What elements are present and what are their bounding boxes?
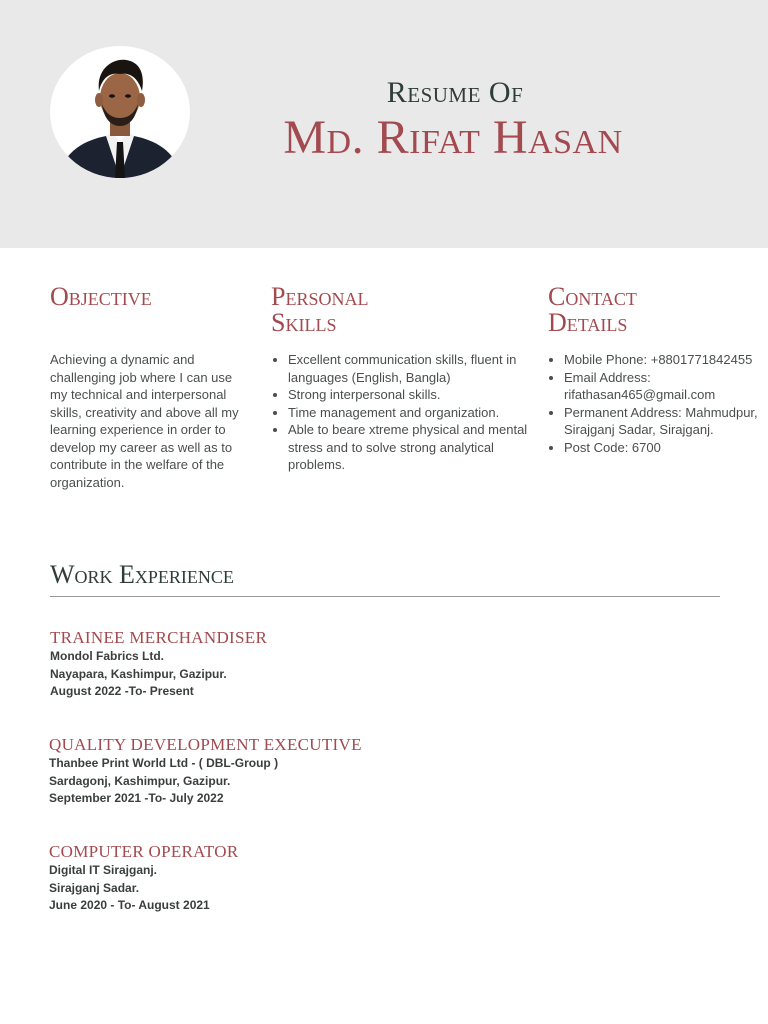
skills-heading: [271, 284, 368, 336]
resume-title: Resume Of: [386, 76, 524, 109]
skill-item: • Time management and organization.: [288, 404, 528, 422]
contact-item: • Mobile Phone: +8801771842455: [564, 351, 764, 369]
job-company: Thanbee Print World Ltd - ( DBL-Group ): [49, 756, 279, 770]
job-location: Sardagonj, Kashimpur, Gazipur.: [49, 773, 231, 788]
contact-heading-line2: Details: [548, 308, 628, 337]
work-experience-heading: Work Experience: [50, 560, 234, 589]
profile-photo: [50, 46, 190, 178]
job-location: Nayapara, Kashimpur, Gazipur.: [50, 666, 227, 681]
job-period: June 2020 - To- August 2021: [49, 898, 210, 913]
skill-item: • Able to beare xtreme physical and mental stress and to solve strong analytical problems.: [288, 421, 528, 474]
section-divider: [50, 596, 720, 597]
contact-heading: [548, 284, 637, 336]
job-company: Mondol Fabrics Ltd.: [50, 649, 164, 663]
job-entry: [49, 842, 238, 915]
contact-item: • Permanent Address: Mahmudpur, Sirajganj Sadar, Sirajganj.: [564, 404, 764, 439]
job-title: COMPUTER OPERATOR: [49, 842, 239, 861]
job-entry: [49, 735, 362, 808]
objective-text: Achieving a dynamic and challenging job where I can use my technical and interpersonal skills, creativity and above all my learning experience in order to develop my career as well as to contribute in the welfare of the organization.: [50, 352, 239, 490]
skills-heading-line2: Skills: [271, 308, 337, 337]
job-period: September 2021 -To- July 2022: [49, 791, 224, 806]
objective-heading: Objective: [50, 282, 152, 311]
candidate-name: Md. Rifat Hasan: [283, 111, 623, 164]
job-location: Sirajganj Sadar.: [49, 880, 140, 895]
contact-heading-line1: Contact: [548, 282, 637, 311]
contact-list: [547, 351, 764, 456]
job-title: QUALITY DEVELOPMENT EXECUTIVE: [49, 735, 362, 754]
contact-item: • Email Address: rifathasan465@gmail.com: [564, 369, 764, 404]
skills-list: [271, 351, 528, 474]
skill-item: • Strong interpersonal skills.: [288, 386, 528, 404]
job-title: TRAINEE MERCHANDISER: [50, 628, 268, 647]
skill-item: • Excellent communication skills, fluent in languages (English, Bangla): [288, 351, 528, 386]
skills-heading-line1: Personal: [271, 282, 369, 311]
job-entry: [50, 628, 267, 701]
job-period: August 2022 -To- Present: [50, 684, 194, 699]
contact-item: • Post Code: 6700: [564, 439, 764, 457]
job-company: Digital IT Sirajganj.: [49, 863, 158, 877]
